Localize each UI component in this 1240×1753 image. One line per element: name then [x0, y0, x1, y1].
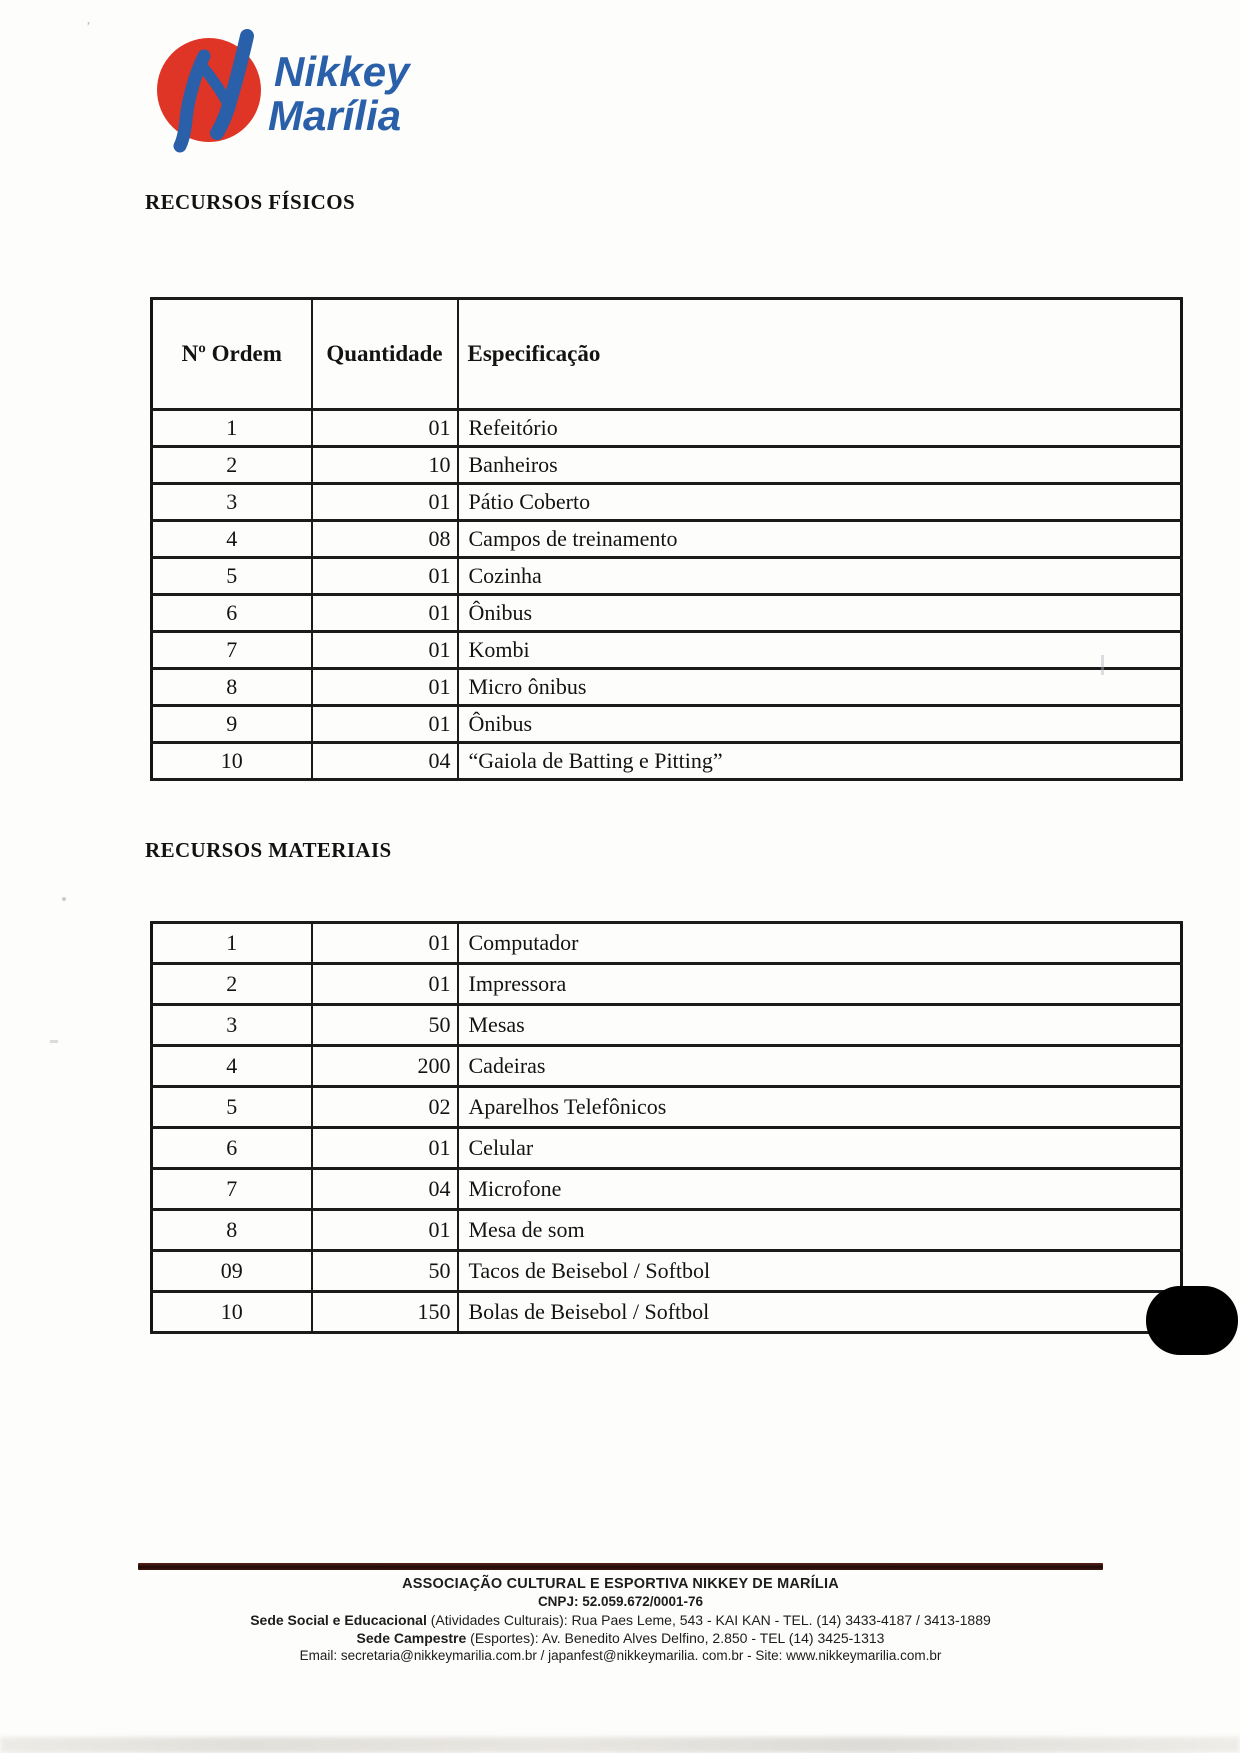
footer-email-line: Email: secretaria@nikkeymarilia.com.br / japanfest@nikkeymarilia. com.br - Site: www.nikkeymarilia.com.br — [299, 1648, 942, 1663]
spec-cell: Aparelhos Telefônicos — [458, 1087, 1182, 1128]
spec-cell: Mesas — [458, 1005, 1182, 1046]
order-cell: 10 — [152, 743, 312, 780]
footer-sede-campestre-text: (Esportes): Av. Benedito Alves Delfino, 2.850 - TEL (14) 3425-1313 — [466, 1630, 885, 1646]
spec-cell: Tacos de Beisebol / Softbol — [458, 1251, 1182, 1292]
quantity-cell: 01 — [312, 964, 458, 1005]
footer-divider-rule — [138, 1563, 1103, 1570]
quantity-cell: 50 — [312, 1005, 458, 1046]
spec-cell: Computador — [458, 923, 1182, 964]
table-row — [152, 484, 1182, 521]
order-cell: 5 — [152, 1087, 312, 1128]
order-cell: 2 — [152, 964, 312, 1005]
quantity-cell: 04 — [312, 1169, 458, 1210]
spec-cell: Mesa de som — [458, 1210, 1182, 1251]
scan-artifact — [62, 897, 66, 901]
order-cell: 8 — [152, 1210, 312, 1251]
quantity-cell: 01 — [312, 706, 458, 743]
spec-cell: Campos de treinamento — [458, 521, 1182, 558]
quantity-cell: 10 — [312, 447, 458, 484]
footer-sede-campestre-label: Sede Campestre — [356, 1630, 467, 1646]
table-row — [152, 964, 1182, 1005]
section-heading-recursos-materiais: RECURSOS MATERIAIS — [145, 838, 392, 862]
scan-edge-band — [0, 1737, 1240, 1753]
quantity-cell: 01 — [312, 1210, 458, 1251]
spec-cell: Celular — [458, 1128, 1182, 1169]
spec-cell: Refeitório — [458, 410, 1182, 447]
footer-cnpj: CNPJ: 52.059.672/0001-76 — [537, 1594, 704, 1609]
quantity-cell: 200 — [312, 1046, 458, 1087]
order-cell: 4 — [152, 1046, 312, 1087]
order-cell: 1 — [152, 923, 312, 964]
table-row — [152, 447, 1182, 484]
logo-graphic — [150, 28, 440, 156]
spec-cell: Bolas de Beisebol / Softbol — [458, 1292, 1182, 1333]
logo-line1: Nikkey — [274, 48, 410, 95]
order-cell: 9 — [152, 706, 312, 743]
spec-cell: Cozinha — [458, 558, 1182, 595]
section-heading-recursos-fisicos: RECURSOS FÍSICOS — [145, 190, 356, 214]
table-row — [152, 1292, 1182, 1333]
recursos-materiais-table — [150, 921, 1183, 1334]
redaction-mark — [1146, 1286, 1238, 1355]
quantity-cell: 50 — [312, 1251, 458, 1292]
document-footer — [138, 1563, 1103, 1665]
order-cell: 2 — [152, 447, 312, 484]
spec-cell: Microfone — [458, 1169, 1182, 1210]
table-row — [152, 1046, 1182, 1087]
order-cell: 5 — [152, 558, 312, 595]
quantity-cell: 04 — [312, 743, 458, 780]
table-row — [152, 410, 1182, 447]
spec-cell: “Gaiola de Batting e Pitting” — [458, 743, 1182, 780]
table-row — [152, 923, 1182, 964]
spec-cell: Ônibus — [458, 595, 1182, 632]
order-cell: 1 — [152, 410, 312, 447]
quantity-cell: 01 — [312, 923, 458, 964]
quantity-cell: 150 — [312, 1292, 458, 1333]
table-row — [152, 595, 1182, 632]
spec-cell: Kombi — [458, 632, 1182, 669]
scan-artifact — [50, 1040, 58, 1043]
scan-artifact: ’ — [86, 20, 91, 35]
spec-cell: Banheiros — [458, 447, 1182, 484]
order-cell: 6 — [152, 595, 312, 632]
quantity-cell: 01 — [312, 595, 458, 632]
table-row — [152, 1210, 1182, 1251]
order-cell: 7 — [152, 1169, 312, 1210]
footer-sede-social-text: (Atividades Culturais): Rua Paes Leme, 543 - KAI KAN - TEL. (14) 3433-4187 / 3413-1889 — [426, 1612, 991, 1628]
nikkey-marilia-logo — [150, 28, 440, 156]
order-cell: 3 — [152, 484, 312, 521]
spec-cell: Pátio Coberto — [458, 484, 1182, 521]
column-header-quantidade: Quantidade — [312, 299, 458, 410]
recursos-fisicos-table — [150, 297, 1183, 781]
footer-sede-social-label: Sede Social e Educacional — [250, 1612, 427, 1628]
logo-line2: Marília — [268, 92, 402, 139]
quantity-cell: 01 — [312, 558, 458, 595]
spec-cell: Impressora — [458, 964, 1182, 1005]
table-row — [152, 743, 1182, 780]
column-header-especificacao: Especificação — [458, 299, 1182, 410]
table-row — [152, 1005, 1182, 1046]
footer-org-name: ASSOCIAÇÃO CULTURAL E ESPORTIVA NIKKEY DE MARÍLIA — [402, 1576, 839, 1592]
order-cell: 6 — [152, 1128, 312, 1169]
table-row — [152, 1128, 1182, 1169]
table-row — [152, 1169, 1182, 1210]
table-row — [152, 558, 1182, 595]
column-header-ordem: Nº Ordem — [152, 299, 312, 410]
order-cell: 09 — [152, 1251, 312, 1292]
quantity-cell: 08 — [312, 521, 458, 558]
table-row — [152, 1251, 1182, 1292]
quantity-cell: 01 — [312, 632, 458, 669]
table-row — [152, 669, 1182, 706]
spec-cell: Micro ônibus — [458, 669, 1182, 706]
table-header-row — [152, 299, 1182, 410]
order-cell: 3 — [152, 1005, 312, 1046]
spec-cell: Ônibus — [458, 706, 1182, 743]
quantity-cell: 02 — [312, 1087, 458, 1128]
quantity-cell: 01 — [312, 484, 458, 521]
footer-sede-campestre — [138, 1629, 1103, 1647]
order-cell: 7 — [152, 632, 312, 669]
footer-sede-social — [138, 1611, 1103, 1629]
quantity-cell: 01 — [312, 1128, 458, 1169]
order-cell: 10 — [152, 1292, 312, 1333]
table-row — [152, 1087, 1182, 1128]
table-row — [152, 632, 1182, 669]
quantity-cell: 01 — [312, 669, 458, 706]
table-row — [152, 521, 1182, 558]
order-cell: 8 — [152, 669, 312, 706]
spec-cell: Cadeiras — [458, 1046, 1182, 1087]
quantity-cell: 01 — [312, 410, 458, 447]
table-row — [152, 706, 1182, 743]
order-cell: 4 — [152, 521, 312, 558]
